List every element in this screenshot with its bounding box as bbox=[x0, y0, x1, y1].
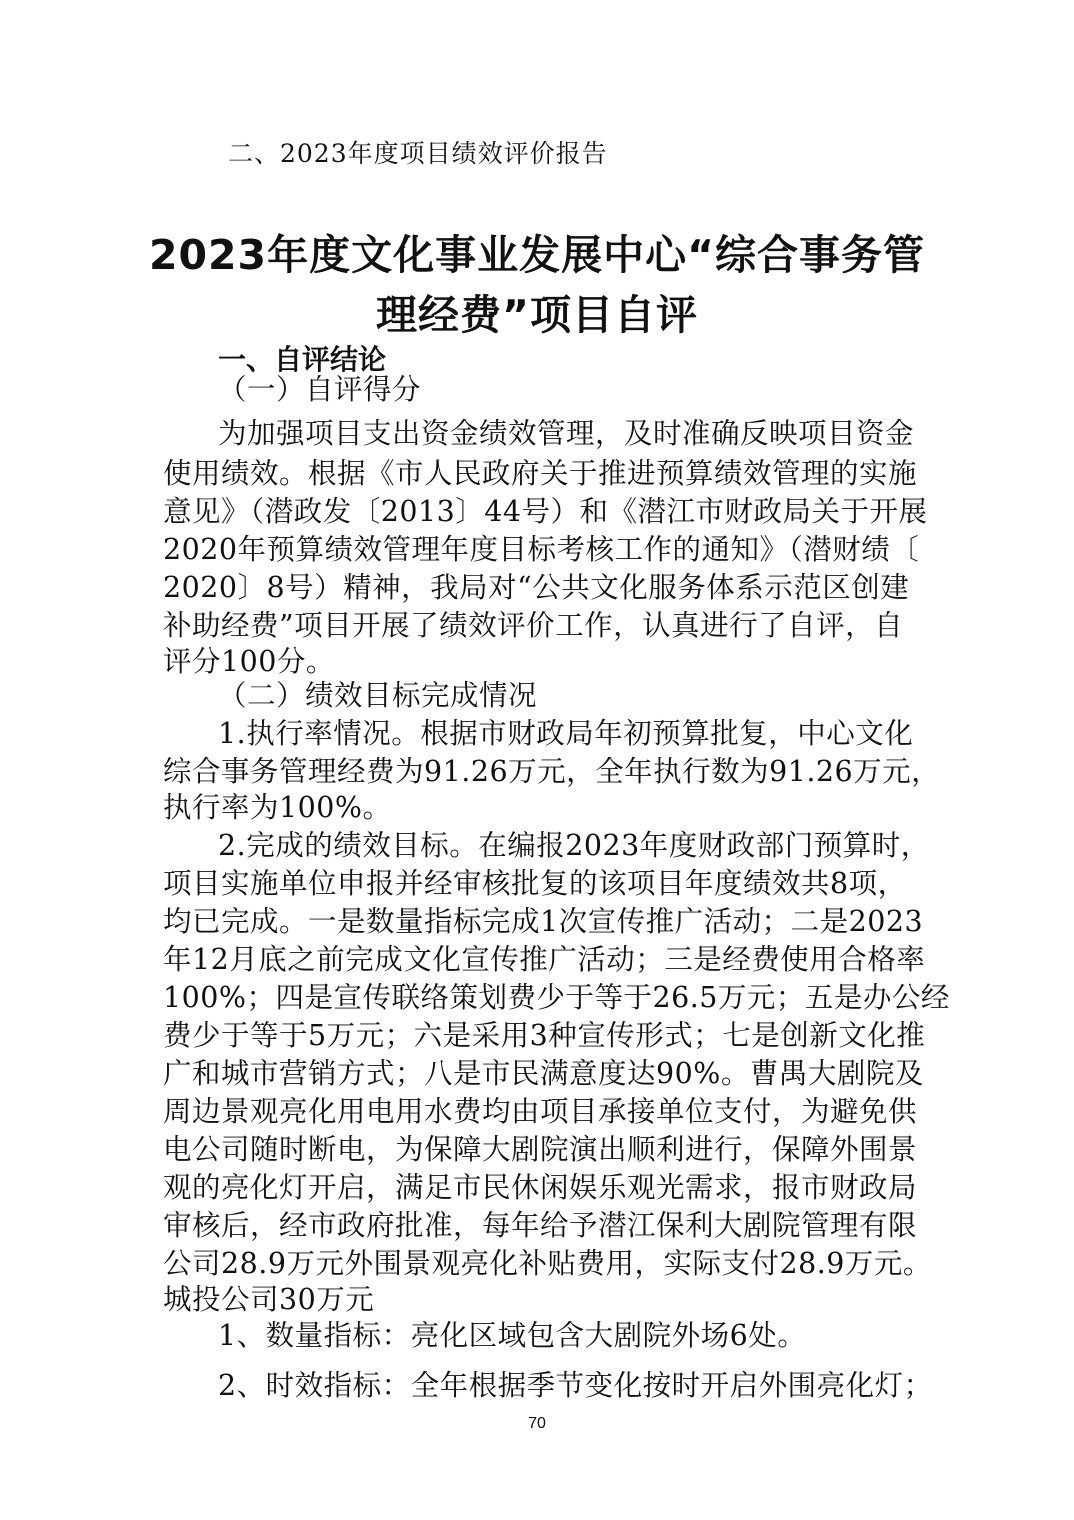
text-line: 审核后，经市政府批准，每年给予潜江保利大剧院管理有限 bbox=[163, 1209, 918, 1242]
text-line: 100%；四是宣传联络策划费少于等于26.5万元；五是办公经 bbox=[163, 981, 950, 1014]
text-line: 费少于等于5万元；六是采用3种宣传形式；七是创新文化推 bbox=[163, 1019, 926, 1052]
text-line: 1.执行率情况。根据市财政局年初预算批复，中心文化 bbox=[218, 717, 914, 750]
text-line: 均已完成。一是数量指标完成1次宣传推广活动；二是2023 bbox=[163, 905, 924, 938]
text-line: 2020〕8号）精神，我局对“公共文化服务体系示范区创建 bbox=[163, 571, 910, 604]
text-line: 意见》（潜政发〔2013〕44号）和《潜江市财政局关于开展 bbox=[163, 495, 928, 528]
document-title-line-2: 理经费”项目自评 bbox=[376, 291, 698, 339]
text-line: 为加强项目支出资金绩效管理，及时准确反映项目资金 bbox=[218, 417, 915, 450]
text-line: 城投公司30万元 bbox=[163, 1283, 375, 1316]
text-line: 观的亮化灯开启，满足市民休闲娱乐观光需求，报市财政局 bbox=[163, 1171, 918, 1204]
text-line: 周边景观亮化用电用水费均由项目承接单位支付，为避免供 bbox=[163, 1095, 918, 1128]
text-line: 公司28.9万元外围景观亮化补贴费用，实际支付28.9万元。 bbox=[163, 1247, 932, 1280]
text-line: 年12月底之前完成文化宣传推广活动；三是经费使用合格率 bbox=[163, 943, 926, 976]
text-line: 2020年预算绩效管理年度目标考核工作的通知》（潜财绩〔 bbox=[163, 533, 920, 566]
page-number: 70 bbox=[528, 1415, 546, 1432]
text-line: 综合事务管理经费为91.26万元，全年执行数为91.26万元， bbox=[163, 755, 941, 788]
text-line: 电公司随时断电，为保障大剧院演出顺利进行，保障外围景 bbox=[163, 1133, 918, 1166]
list-item: 2、时效指标：全年根据季节变化按时开启外围亮化灯； bbox=[218, 1369, 933, 1402]
subsection-heading-goals: （二）绩效目标完成情况 bbox=[218, 679, 538, 712]
text-line: 执行率为100%。 bbox=[163, 791, 392, 824]
subsection-heading-score: （一）自评得分 bbox=[218, 373, 422, 406]
text-line: 评分100分。 bbox=[163, 645, 335, 678]
document-title-line-1: 2023年度文化事业发展中心“综合事务管 bbox=[148, 231, 926, 279]
text-line: 使用绩效。根据《市人民政府关于推进预算绩效管理的实施 bbox=[163, 457, 918, 490]
list-item: 1、数量指标：亮化区域包含大剧院外场6处。 bbox=[218, 1319, 807, 1352]
section-line: 二、2023年度项目绩效评价报告 bbox=[228, 139, 608, 168]
text-line: 补助经费”项目开展了绩效评价工作，认真进行了自评，自 bbox=[163, 609, 904, 642]
text-line: 2.完成的绩效目标。在编报2023年度财政部门预算时， bbox=[218, 829, 930, 862]
text-line: 广和城市营销方式；八是市民满意度达90%。曹禺大剧院及 bbox=[163, 1057, 924, 1090]
section-heading: 一、自评结论 bbox=[218, 343, 387, 376]
text-line: 项目实施单位申报并经审核批复的该项目年度绩效共8项， bbox=[163, 867, 907, 900]
